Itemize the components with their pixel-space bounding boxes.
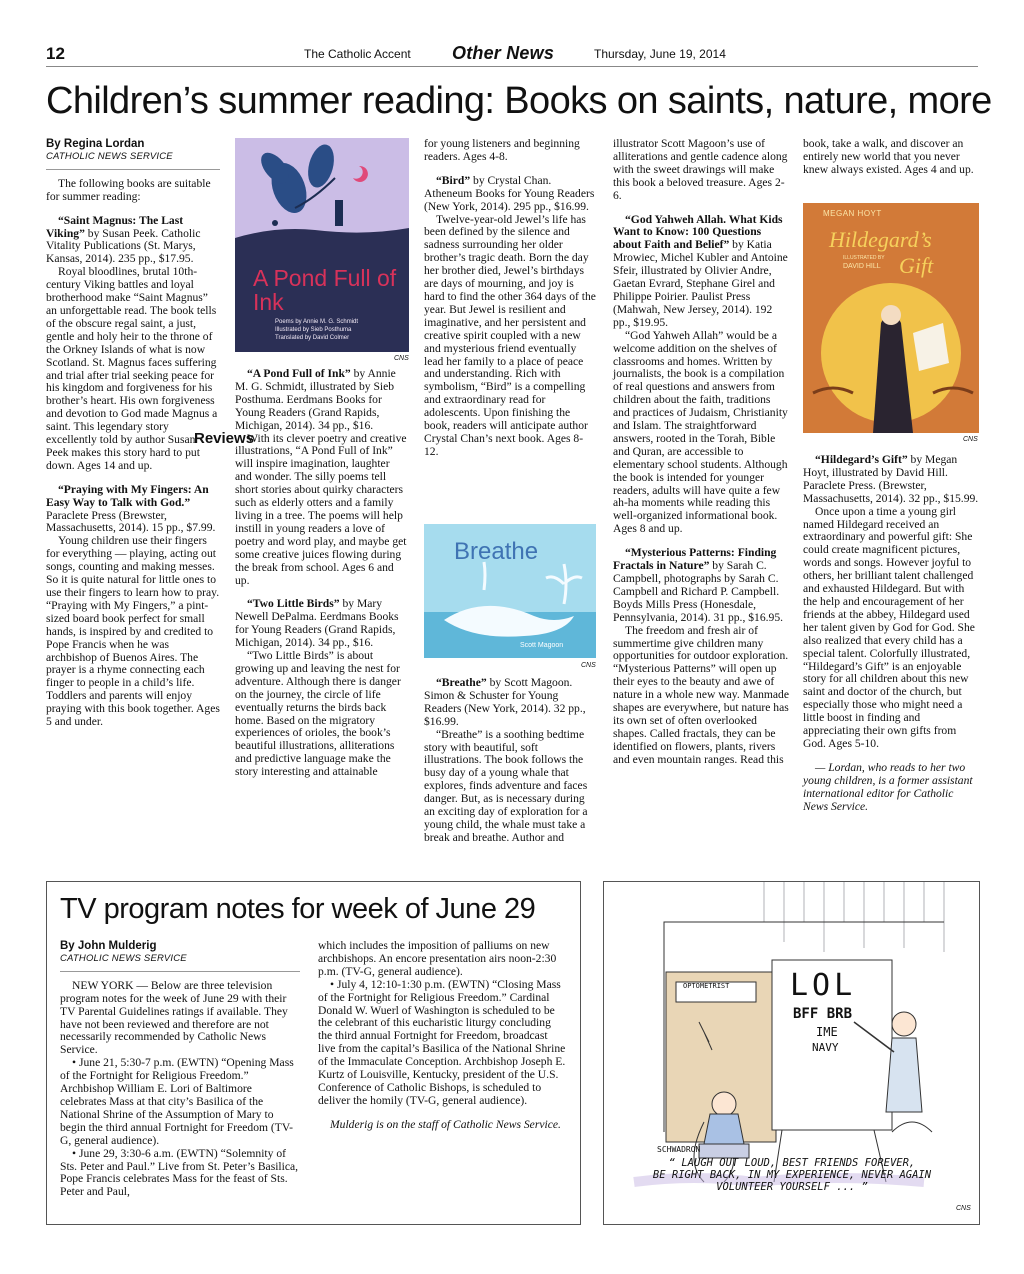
paragraph-text: book, take a walk, and discover an entirely new world that you never knew always existed. Ages 4 and up.	[803, 137, 974, 176]
tv-byline: By John Mulderig	[60, 940, 157, 952]
paragraph-text: by Katia Mrowiec, Michel Kubler and Antoine Sfeir, illustrated by Olivier Andre, Gaetan Evrard, Stephane Girel and Philippe Poirier. Paulist Press (Mahwah, New Jersey, 2014). 192 pp., $19.95.	[613, 238, 788, 329]
cartoon-caption-line: “ LAUGH OUT LOUD, BEST FRIENDS FOREVER,	[668, 1157, 916, 1169]
pond-cover-line: Translated by David Colmer	[275, 335, 350, 341]
issue-date: Thursday, June 19, 2014	[594, 47, 726, 61]
paragraph	[318, 940, 566, 979]
hildegard-cover-illus-label: ILLUSTRATED BY	[843, 255, 885, 261]
paragraph	[60, 1148, 300, 1200]
paragraph-text: Twelve-year-old Jewel’s life has been defined by the silence and sadness surrounding her older brother’s tragic death. Born the day her brother died, Jewel’s birthdays are days of mourning, and joy is hard to find the other 364 days of the year. But Jewel is resilient and imaginative, and her persistent and creative spirit coupled with a new and mysterious friend eventually lead her family to a place of peace and understanding. Rich with symbolism, “Bird” is a compelling and extraordinary read for adolescents. Upon finishing the book, readers will anticipate author Crystal Chan’s next book. Ages 8-12.	[424, 212, 596, 458]
photo-credit: CNS	[394, 355, 409, 362]
cartoonist-signature: SCHWADRON	[657, 1145, 701, 1154]
book-title: “Saint Magnus: The Last Viking”	[46, 213, 184, 240]
paragraph	[235, 598, 409, 650]
tv-agency: CATHOLIC NEWS SERVICE	[60, 952, 187, 964]
cartoon-credit: CNS	[956, 1205, 971, 1212]
breathe-cover-author: Scott Magoon	[520, 642, 564, 649]
cartoon-caption	[612, 1157, 972, 1193]
breathe-cover-title: Breathe	[454, 538, 539, 565]
book-title: “A Pond Full of Ink”	[247, 367, 351, 380]
paragraph-text: “God Yahweh Allah” would be a welcome addition on the shelves of classrooms and homes. Written by journalists, the book is a compilation of real questions and answers from children about the faith, traditions and practices of Judaism, Christianity and Islam. The straightforward answers, rooted in the Torah, Bible and Quran, are accessible to elementary school students. Although the book is intended for younger readers, adults will have quite a few ah-ha moments while reading this well-organized informational book. Ages 8 and up.	[613, 328, 788, 536]
paragraph	[46, 178, 220, 204]
paragraph-text: Once upon a time a young girl named Hildegard received an extraordinary and powerful gift: She could create magnificent pictures, words and songs. However joyful to others, her brilliant talent challenged and exhausted Hildegard. But with the help and encouragement of her friends at the abbey, Hildegard used her talent given by God for God. She also realized that every child has a special talent. Colorfully illustrated, “Hildegard’s Gift” is an enjoyable story for all children about this new saint and doctor of the church, but especially those who might need a little boost in finding and appreciating their own gifts from God. Ages 5-10.	[803, 504, 975, 750]
photo-credit: CNS	[963, 436, 978, 443]
paragraph-text: • July 4, 12:10-1:30 p.m. (EWTN) “Closing Mass of the Fortnight for Religious Freedom.” Cardinal Donald W. Wuerl of Washington is scheduled to be the celebrant of this eucharistic liturgy concluding the third annual Fortnight for Freedom, broadcast live from the capital’s Basilica of the National Shrine of the Immaculate Conception. Archbishop Joseph E. Kurtz of Louisville, Kentucky, president of the U.S. Conference of Catholic Bishops, is scheduled to deliver the homily (TV-G, general audience).	[318, 977, 566, 1107]
publication-name: The Catholic Accent	[304, 47, 411, 61]
paragraph	[613, 330, 789, 537]
reading-column-1-text	[46, 178, 220, 729]
paragraph	[613, 214, 789, 330]
paragraph-text: The following books are suitable for summer reading:	[46, 176, 211, 203]
book-title: “Two Little Birds”	[247, 597, 340, 611]
paragraph	[803, 138, 979, 177]
paragraph-text: by Susan Peek. Catholic Vitality Publications (St. Marys, Kansas, 2014). 235 pp., $17.95.	[46, 226, 201, 266]
paragraph-text: NEW YORK — Below are three television program notes for the week of June 29 with their TV Parental Guidelines ratings if available. They have not been reviewed and therefore are not necessarily recommended by Catholic News Service.	[60, 978, 288, 1057]
paragraph	[803, 454, 979, 506]
cartoon-caption-line: BE RIGHT BACK, IN MY EXPERIENCE, NEVER AGAIN	[652, 1169, 932, 1181]
reading-column-3b	[424, 677, 596, 845]
door-sign: OPTOMETRIST	[683, 982, 730, 990]
agency-credit: CATHOLIC NEWS SERVICE	[46, 150, 173, 162]
paragraph	[235, 368, 409, 433]
paragraph-text: by Annie M. G. Schmidt, illustrated by Sieb Posthuma. Eerdmans Books for Young Readers (Grand Rapids, Michigan, 2014). 34 pp., $16.	[235, 367, 396, 432]
reading-column-3a-text	[424, 138, 596, 459]
paragraph	[46, 535, 220, 729]
paragraph-text: With its clever poetry and creative illustrations, “A Pond Full of Ink” will inspire imagination, laughter and wonder. The silly poems tell short stories about quirky characters such as elderly otters and a family living in a tree. The poems will help instill in young readers a love of poetry and word play, and maybe get some creative juices flowing during the break from school. Ages 6 and up.	[235, 431, 407, 587]
book-title: “Hildegard’s Gift”	[815, 453, 908, 466]
paragraph-text: by Sarah C. Campbell, photographs by Sarah C. Campbell and Richard P. Campbell. Boyds Mills Press (Honesdale, Pennsylvania, 2014). 31 pp., $16.95.	[613, 559, 784, 624]
paragraph	[424, 138, 596, 164]
paragraph	[60, 1057, 300, 1147]
paragraph	[613, 625, 789, 767]
article-headline: Children’s summer reading: Books on saints, nature, more	[46, 80, 992, 122]
tv-column-1	[60, 940, 300, 1199]
paragraph	[613, 547, 789, 624]
photo-credit: CNS	[581, 662, 596, 669]
paragraph-text: • June 29, 3:30-6 a.m. (EWTN) “Solemnity of Sts. Peter and Paul.” Live from St. Peter’s Basilica, Pope Francis celebrates Mass for the feast of Sts. Peter and Paul,	[60, 1146, 299, 1199]
reading-column-5b	[803, 454, 979, 813]
book-cover-pond-full-of-ink	[235, 138, 409, 352]
paragraph-text: by Megan Hoyt, illustrated by David Hill. Paraclete Press. (Brewster, Massachusetts, 2014). 32 pp., $15.99.	[803, 453, 979, 505]
author-note: Mulderig is on the staff of Catholic News Service.	[330, 1117, 561, 1131]
eye-chart-line-1: LOL	[790, 968, 857, 1003]
folio-rule	[46, 66, 978, 67]
byline: By Regina Lordan	[46, 138, 145, 150]
author-note: — Lordan, who reads to her two young children, is a former assistant international editor for Catholic News Service.	[803, 760, 973, 813]
paragraph-text: illustrator Scott Magoon’s use of alliterations and gentle cadence along with the sweet drawings will make this book a beloved treasure. Ages 2-6.	[613, 137, 788, 202]
cartoon-caption-line: VOLUNTEER YOURSELF ... ”	[716, 1181, 868, 1193]
paragraph-text: which includes the imposition of palliums on new archbishops. An encore presentation airs noon-2:30 p.m. (TV-G, general audience).	[318, 939, 557, 978]
section-kicker: Reviews	[194, 430, 255, 447]
book-cover-breathe	[424, 524, 596, 658]
pond-cover-title: A Pond Full of Ink	[253, 265, 397, 315]
reading-column-5a	[803, 138, 979, 177]
paragraph	[46, 484, 220, 536]
page-number: 12	[46, 44, 65, 63]
paragraph	[613, 138, 789, 203]
reading-column-5a-text	[803, 138, 979, 177]
paragraph-text: Royal bloodlines, brutal 10th-century Viking battles and loyal brotherhood make “Saint Magnus” an unforgettable read. The book tells of the obscure regal saint, a just, gentle and holy heir to the throne of the Orkney Islands of what is now Scotland. St. Magnus faces suffering and trial after trial seeking peace for his kingdom and forgiveness for his brother’s heart. His own forgiveness and devotion to God made Magnus a saint. This legendary story excellently told by author Susan Peek makes this story hard to put down. Ages 14 and up.	[46, 265, 218, 472]
reading-column-5b-text	[803, 454, 979, 813]
tv-column-1-text	[60, 980, 300, 1199]
paragraph-text: Young children use their fingers for everything — playing, acting out songs, counting and making messes. So it is quite natural for little ones to use their fingers to learn how to pray. “Praying with My Fingers,” a pint-sized board book perfect for small hands, is inspired by and credited to Pope Francis when he was archbishop of Buenos Aires. The prayer is a rhyme connecting each finger to people in a child’s life. Toddlers and parents will enjoy praying with this book together. Ages 5 and under.	[46, 534, 220, 729]
paragraph-text: Paraclete Press (Brewster, Massachusetts, 2014). 15 pp., $7.99.	[46, 508, 216, 535]
paragraph-text: “Two Little Birds” is about growing up and leaving the nest for adventure. Although there is danger on the journey, the circle of life eventually returns the birds back home. Based on the migratory experiences of orioles, the book’s beautiful illustrations, alliterations and predictive language make the story interesting and attainable	[235, 649, 401, 779]
pond-cover-line: Poems by Annie M. G. Schmidt	[275, 319, 359, 325]
eye-chart-line-4: NAVY	[812, 1041, 839, 1054]
book-cover-hildegards-gift	[803, 203, 979, 433]
reading-column-3b-text	[424, 677, 596, 845]
tv-column-2-text	[318, 940, 566, 1132]
hildegard-cover-illustrator: DAVID HILL	[843, 263, 881, 270]
paragraph	[424, 729, 596, 845]
hildegard-cover-title-1: Hildegard’s	[829, 227, 932, 252]
paragraph	[46, 215, 220, 267]
paragraph	[424, 175, 596, 214]
paragraph	[318, 979, 566, 1108]
paragraph-text: by Scott Magoon. Simon & Schuster for Young Readers (New York, 2014). 32 pp., $16.99.	[424, 676, 586, 728]
pond-cover-credits	[275, 318, 358, 342]
pond-cover-line: Illustrated by Sieb Posthuma	[275, 327, 352, 333]
book-title: “Bird”	[436, 173, 471, 187]
paragraph	[803, 762, 979, 814]
eye-chart-line-3: IME	[816, 1025, 838, 1039]
book-title: “God Yahweh Allah. What Kids Want to Know: 100 Questions about Faith and Belief”	[613, 212, 783, 252]
eye-chart-line-2: BFF BRB	[793, 1006, 853, 1022]
paragraph	[803, 506, 979, 751]
paragraph	[424, 214, 596, 459]
paragraph-text: • June 21, 5:30-7 p.m. (EWTN) “Opening Mass of the Fortnight for Religious Freedom.” Archbishop William E. Lori of Baltimore celebrates Mass at that city’s Basilica of the National Shrine of the Assumption of Mary to begin the third annual Fortnight for Freedom (TV-G, general audience).	[60, 1056, 294, 1147]
tv-byline-rule	[60, 971, 300, 972]
paragraph-text: “Breathe” is a soothing bedtime story with beautiful, soft illustrations. The book follows the busy day of a young whale that explores, finds adventure and faces danger. But, as is necessary during an exciting day of exploration for a young child, the whale must take a break and breathe. Author and	[424, 727, 588, 844]
reading-column-2-text	[235, 368, 409, 779]
paragraph	[60, 980, 300, 1057]
paragraph	[235, 650, 409, 779]
reading-column-4	[613, 138, 789, 767]
paragraph	[318, 1119, 566, 1132]
byline-rule	[46, 169, 220, 170]
reading-column-2	[235, 368, 409, 779]
book-title: “Mysterious Patterns: Finding Fractals in Nature”	[613, 546, 777, 573]
hildegard-cover-author: MEGAN HOYT	[823, 209, 882, 218]
paragraph-text: The freedom and fresh air of summertime give children many opportunities for outdoor exploration. “Mysterious Patterns” will open up their eyes to the beauty and awe of nature in a whole new way. Manmade shapes are everywhere, but nature has its own set of often overlooked shapes. Called fractals, they can be identified on flowers, plants, rivers and even mountain ranges. Read this	[613, 623, 789, 766]
hildegard-cover-title-2: Gift	[899, 253, 934, 278]
paragraph	[235, 433, 409, 588]
book-title: “Praying with My Fingers: An Easy Way to Talk with God.”	[46, 482, 209, 509]
paragraph-text: for young listeners and beginning readers. Ages 4-8.	[424, 137, 580, 163]
reading-column-3a	[424, 138, 596, 459]
paragraph-text: by Crystal Chan. Atheneum Books for Young Readers (New York, 2014). 295 pp., $16.99.	[424, 173, 595, 213]
tv-column-2	[318, 940, 566, 1132]
section-name: Other News	[452, 43, 555, 63]
tv-headline: TV program notes for week of June 29	[60, 893, 536, 925]
paragraph	[424, 677, 596, 729]
paragraph-text: by Mary Newell DePalma. Eerdmans Books for Young Readers (Grand Rapids, Michigan, 2014). 34 pp., $16.	[235, 597, 399, 650]
book-title: “Breathe”	[436, 676, 487, 689]
reading-column-4-text	[613, 138, 789, 767]
